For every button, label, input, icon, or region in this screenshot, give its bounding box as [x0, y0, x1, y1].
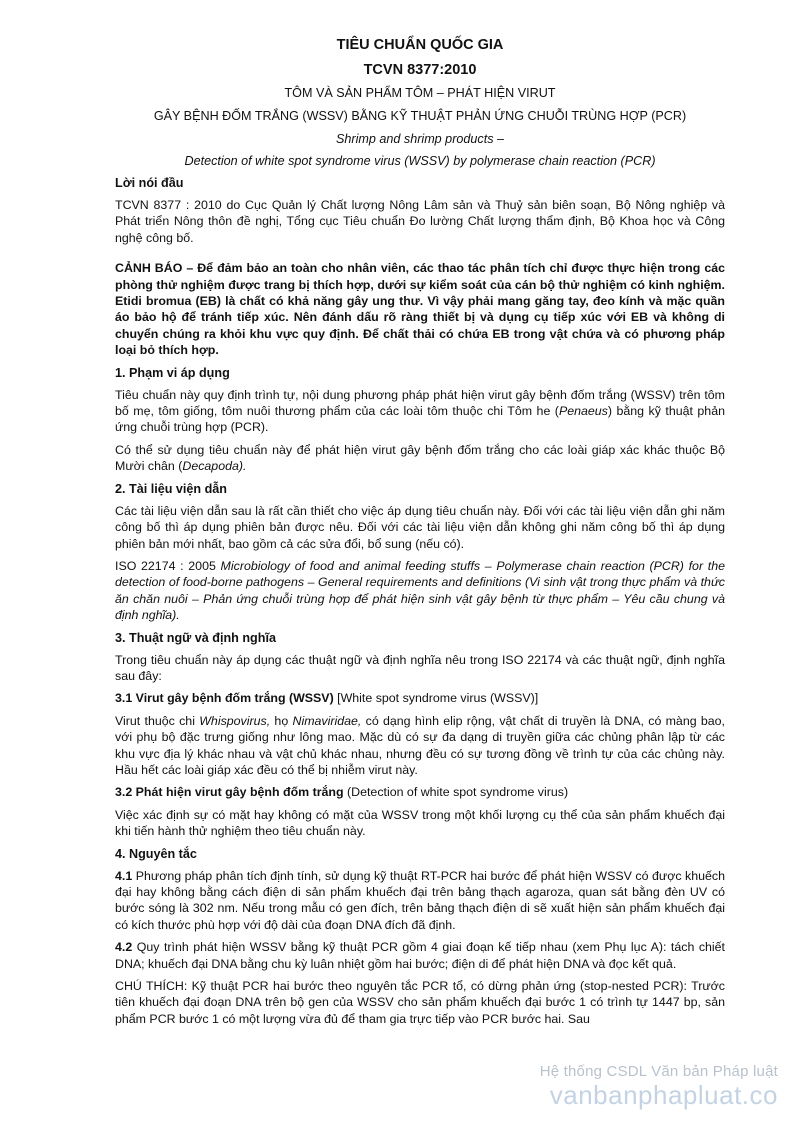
- doc-subtitle-1: TÔM VÀ SẢN PHẨM TÔM – PHÁT HIỆN VIRUT: [284, 86, 556, 100]
- section-4-2-paragraph: 4.2 Quy trình phát hiện WSSV bằng kỹ thuật PCR gồm 4 giai đoạn kế tiếp nhau (xem Phụ lục A): tách chiết DNA; khuếch đại DNA bằng chu kỳ luân nhiệt gồm hai bước; điện di để phát hiện DNA và đọc kết quả.: [115, 940, 725, 971]
- section-4-1-paragraph: 4.1 Phương pháp phân tích định tính, sử dụng kỹ thuật RT-PCR hai bước để phát hiện WSSV có được khuếch đại hay không bằng cách điện di sản phẩm khuếch đại trên bảng thạch agaroza, quan sát bằng đèn UV có bước sóng là 302 nm. Nếu trong mẫu có gen đích, trên bảng thạch điện di sẽ xuất hiện sản phẩm khuếch đại có kích thước phù hợp với độ dài của đoạn DNA đích đã định.: [115, 868, 725, 932]
- section-1-heading: 1. Phạm vi áp dụng: [115, 365, 230, 380]
- section-3-heading: 3. Thuật ngữ và định nghĩa: [115, 630, 276, 645]
- section-2-paragraph-1: Các tài liệu viện dẫn sau là rất cần thiết cho việc áp dụng tiêu chuẩn này. Đối với các tài liệu viện dẫn ghi năm công bố thì áp dụng phiên bản được nêu. Đối với các tài liệu viện dẫn không ghi năm công bố thì áp dụng phiên bản mới nhất, bao gồm cả các sửa đổi, bổ sung (nếu có).: [115, 503, 725, 551]
- warning-paragraph: CẢNH BÁO – Để đảm bảo an toàn cho nhân viên, các thao tác phân tích chỉ được thực hiện trong các phòng thử nghiệm được trang bị thích hợp, dưới sự kiểm soát của cán bộ thử nghiệm có kinh nghiệm. Etidi bromua (EB) là chất có khả năng gây ung thư. Vì vậy phải mang găng tay, đeo kính và mặc quần áo bảo hộ để tránh tiếp xúc. Nên đánh dấu rõ ràng thiết bị và dụng cụ tiếp xúc với EB và không di chuyển chúng ra khỏi khu vực quy định. Để chất thải có chứa EB trong vật chứa và có phương pháp loại bỏ thích hợp.: [115, 261, 725, 358]
- watermark-line-2: vanbanphapluat.co: [549, 1080, 778, 1110]
- section-4-heading: 4. Nguyên tắc: [115, 846, 197, 861]
- section-1-paragraph-2: Có thể sử dụng tiêu chuẩn này để phát hiện virut gây bệnh đốm trắng cho các loài giáp xác khác thuộc Bộ Mười chân (Decapoda).: [115, 442, 725, 474]
- term-3-2-title: 3.2 Phát hiện virut gây bệnh đốm trắng (Detection of white spot syndrome virus): [115, 785, 569, 800]
- section-4-note: CHÚ THÍCH: Kỹ thuật PCR hai bước theo nguyên tắc PCR tổ, có dừng phản ứng (stop-nested PCR): Trước tiên khuếch đại đoạn DNA trên bộ gen của WSSV cho sản phẩm khuếch đại bước 1 có trình tự 1447 bp, sản phẩm PCR bước 1 có một lượng vừa đủ để tham gia trực tiếp vào PCR bước hai. Sau: [115, 979, 725, 1026]
- doc-english-title-1: Shrimp and shrimp products –: [336, 132, 504, 146]
- doc-title: TIÊU CHUẨN QUỐC GIA: [336, 37, 504, 53]
- watermark-line-1: Hệ thống CSDL Văn bản Pháp luật: [539, 1063, 778, 1080]
- section-2-heading: 2. Tài liệu viện dẫn: [115, 481, 227, 496]
- foreword-text: TCVN 8377 : 2010 do Cục Quản lý Chất lượng Nông Lâm sản và Thuỷ sản biên soạn, Bộ Nông nghiệp và Phát triển Nông thôn đề nghị, Tổng cục Tiêu chuẩn Đo lường Chất lượng thẩm định, Bộ Khoa học và Công nghệ công bố.: [115, 198, 725, 245]
- section-3-paragraph-1: Trong tiêu chuẩn này áp dụng các thuật ngữ và định nghĩa nêu trong ISO 22174 và các thuật ngữ, định nghĩa sau đây:: [115, 652, 725, 683]
- document-page: [115, 36, 725, 1033]
- term-3-1-title: 3.1 Virut gây bệnh đốm trắng (WSSV) [White spot syndrome virus (WSSV)]: [115, 691, 539, 706]
- foreword-heading: Lời nói đầu: [115, 176, 184, 190]
- doc-english-title-2: Detection of white spot syndrome virus (WSSV) by polymerase chain reaction (PCR): [184, 154, 656, 168]
- section-2-reference: ISO 22174 : 2005 Microbiology of food and animal feeding stuffs – Polymerase chain reaction (PCR) for the detection of food-borne pathogens – General requirements and definitions (Vi sinh vật trong thực phẩm và thức ăn chăn nuôi – Phản ứng chuỗi trùng hợp để phát hiện sinh vật gây bệnh từ thực phẩm – Yêu cầu chung và định nghĩa).: [115, 558, 725, 623]
- term-3-2-definition: Việc xác định sự có mặt hay không có mặt của WSSV trong một khối lượng cụ thể của sản phẩm khuếch đại khi tiến hành thử nghiệm theo tiêu chuẩn này.: [115, 807, 725, 839]
- doc-code: TCVN 8377:2010: [363, 62, 477, 78]
- section-1-paragraph-1: Tiêu chuẩn này quy định trình tự, nội dung phương pháp phát hiện virut gây bệnh đốm trắng (WSSV) trên tôm bố mẹ, tôm giống, tôm nuôi thương phẩm của các loài tôm thuộc chi Tôm he (Penaeus) bằng kỹ thuật phản ứng chuỗi trùng hợp (PCR).: [115, 387, 725, 435]
- doc-subtitle-2: GÂY BỆNH ĐỐM TRẮNG (WSSV) BẰNG KỸ THUẬT PHẢN ỨNG CHUỖI TRÙNG HỢP (PCR): [153, 109, 687, 123]
- term-3-1-definition: Virut thuộc chi Whispovirus, họ Nimaviridae, có dạng hình elip rộng, vật chất di truyền là DNA, có màng bao, với phụ bộ đặc trưng giống như lông mao. Mặc dù có sự đa dạng di truyền giữa các chủng phân lập từ các khu vực địa lý khác nhau và vật chủ khác nhau, nhưng đều có sự tương đồng về trình tự của các chủng này. Hầu hết các loài giáp xác đều có thể bị nhiễm virut này.: [115, 713, 725, 777]
